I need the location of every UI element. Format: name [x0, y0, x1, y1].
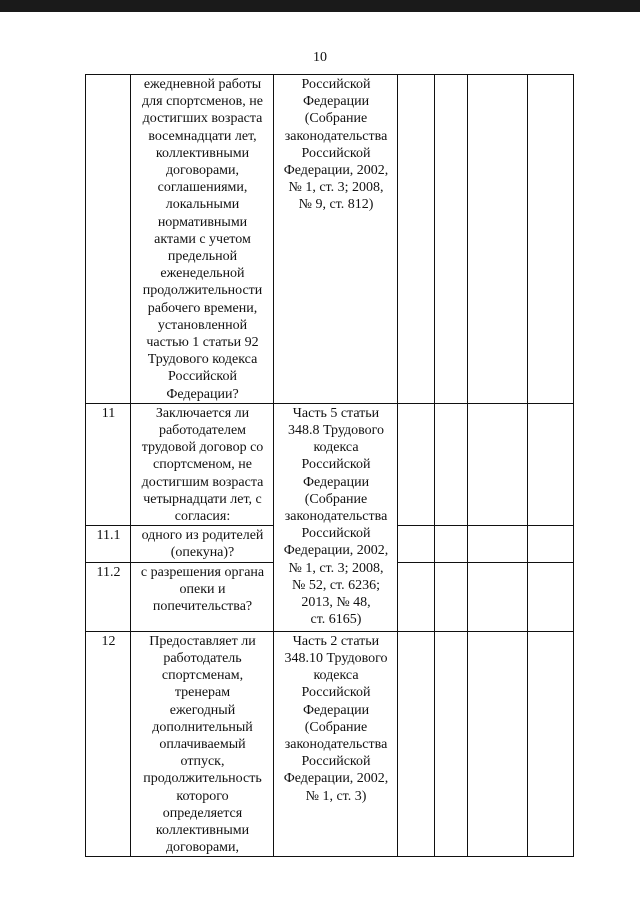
note-cell	[528, 562, 574, 631]
row-number: 11	[86, 403, 131, 525]
answer-no-cell	[435, 403, 468, 525]
row-number: 12	[86, 631, 131, 857]
note-cell	[528, 403, 574, 525]
table-row	[86, 631, 574, 857]
answer-yes-cell	[398, 526, 435, 562]
answer-no-cell	[435, 526, 468, 562]
table-row	[86, 403, 574, 525]
answer-no-cell	[435, 562, 468, 631]
row-number	[86, 75, 131, 404]
reference-cell: Российской Федерации (Собрание законодательства Российской Федерации, 2002, № 1, ст. 3; 2008, № 9, ст. 812)	[274, 75, 398, 404]
answer-na-cell	[468, 631, 528, 857]
question-cell: одного из родителей (опекуна)?	[131, 526, 274, 562]
answer-na-cell	[468, 75, 528, 404]
answer-na-cell	[468, 562, 528, 631]
table-row	[86, 75, 574, 404]
scan-top-border	[0, 0, 640, 12]
question-cell: ежедневной работы для спортсменов, не достигших возраста восемнадцати лет, коллективными договорами, соглашениями, локальными нормативными актами с учетом предельной еженедельной продолжительности рабочего времени, установленной частью 1 статьи 92 Трудового кодекса Российской Федерации?	[131, 75, 274, 404]
question-cell: Предоставляет ли работодатель спортсменам, тренерам ежегодный дополнительный оплачиваемый отпуск, продолжительность которого определяется коллективными договорами,	[131, 631, 274, 857]
answer-na-cell	[468, 403, 528, 525]
answer-yes-cell	[398, 75, 435, 404]
answer-na-cell	[468, 526, 528, 562]
note-cell	[528, 526, 574, 562]
answer-yes-cell	[398, 562, 435, 631]
row-number: 11.1	[86, 526, 131, 562]
reference-cell: Часть 5 статьи 348.8 Трудового кодекса Российской Федерации (Собрание законодательства Российской Федерации, 2002, № 1, ст. 3; 2008, № 52, ст. 6236; 2013, № 48, ст. 6165)	[274, 403, 398, 631]
answer-yes-cell	[398, 631, 435, 857]
page-number: 10	[313, 50, 327, 65]
note-cell	[528, 75, 574, 404]
answer-yes-cell	[398, 403, 435, 525]
checklist-table	[85, 74, 574, 857]
question-cell: Заключается ли работодателем трудовой договор со спортсменом, не достигшим возраста четырнадцати лет, с согласия:	[131, 403, 274, 525]
question-cell: с разрешения органа опеки и попечительства?	[131, 562, 274, 631]
row-number: 11.2	[86, 562, 131, 631]
reference-cell: Часть 2 статьи 348.10 Трудового кодекса Российской Федерации (Собрание законодательства Российской Федерации, 2002, № 1, ст. 3)	[274, 631, 398, 857]
answer-no-cell	[435, 631, 468, 857]
note-cell	[528, 631, 574, 857]
answer-no-cell	[435, 75, 468, 404]
